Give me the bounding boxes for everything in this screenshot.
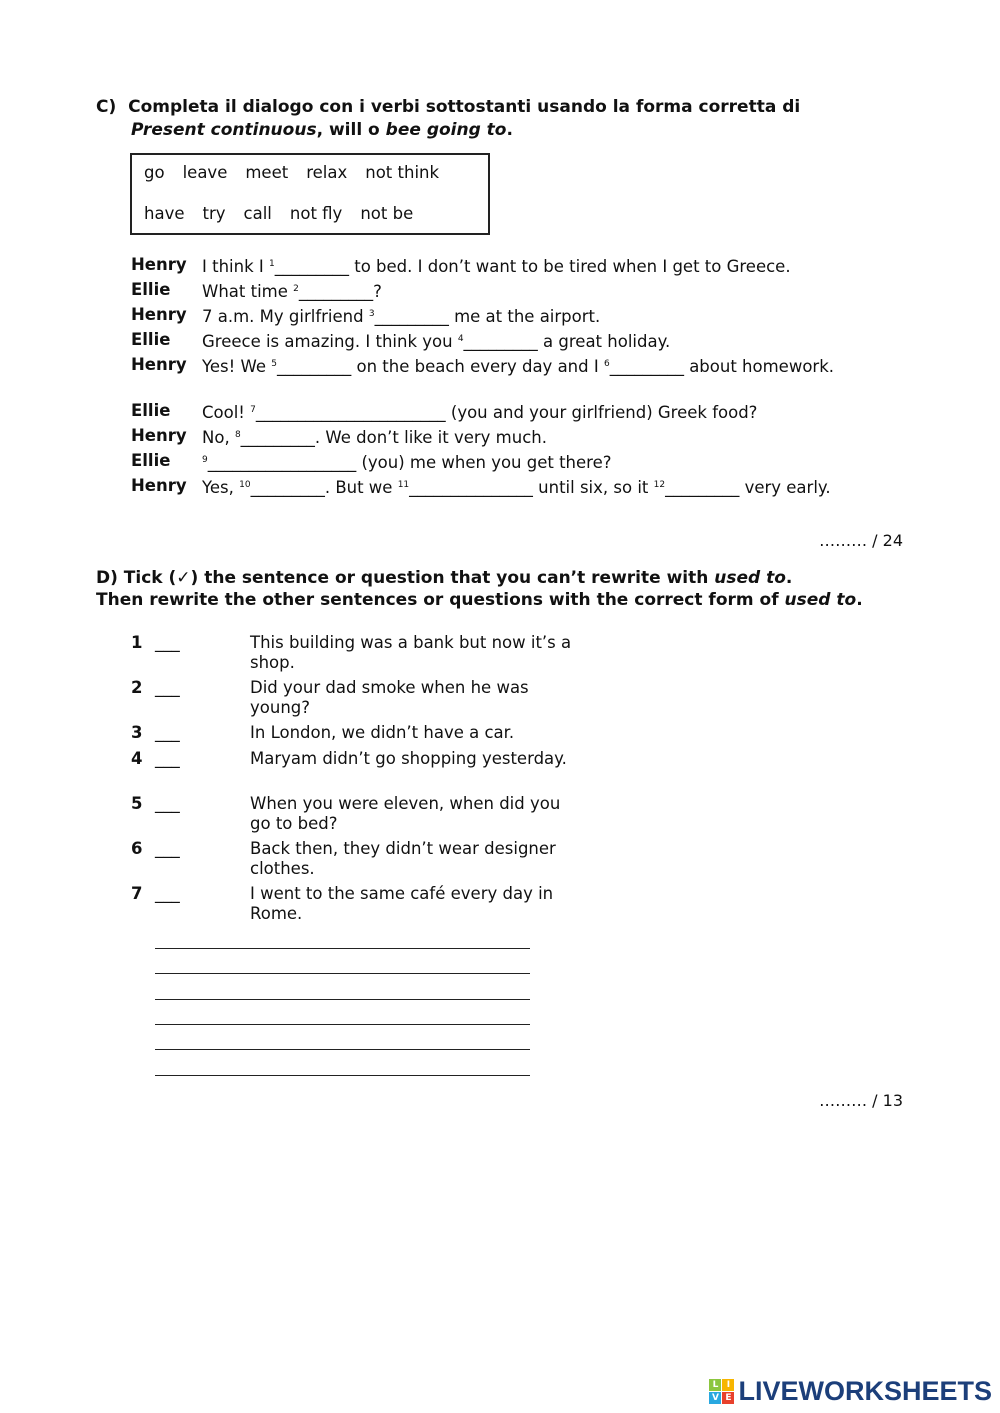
tick-blank[interactable]: ___ [155,678,180,697]
item-number: 6 [131,839,143,858]
instruction-text: . [506,120,513,140]
item-number: 1 [131,633,143,652]
gap-number: 11 [397,480,410,490]
dialogue-text [202,279,912,302]
gap-number: 4 [457,334,464,344]
answer-line[interactable] [155,973,530,974]
instruction-text: D) Tick (✓) the sentence or question that you can’t rewrite with [96,568,715,588]
logo-tile: I [722,1379,734,1391]
item-sentence: In London, we didn’t have a car. [250,723,515,742]
section-c-instructions [96,96,800,142]
item-sentence: I went to the same café every day in Rome. [250,884,554,923]
dialogue-text [202,450,912,473]
dialogue-text [202,354,912,377]
dialogue-fragment: I think I [202,257,269,276]
instruction-text: , will o [316,120,386,140]
tick-blank[interactable]: ___ [155,839,180,858]
word-option: not be [360,204,414,223]
dialogue-fragment: _________ about homework. [609,357,834,376]
logo-tile: E [722,1392,734,1404]
speaker-name: Henry [131,426,187,445]
dialogue-text [202,425,912,448]
word-option: call [243,204,272,223]
logo-text: LIVEWORKSHEETS [738,1376,992,1406]
item-number: 2 [131,678,143,697]
item-sentence: Did your dad smoke when he was young? [250,678,529,717]
speaker-name: Ellie [131,330,171,349]
dialogue-fragment: _______________ until six, so it [409,478,654,497]
speaker-name: Henry [131,355,187,374]
item-number: 4 [131,749,143,768]
speaker-name: Ellie [131,401,171,420]
instruction-italic: bee going to [385,120,507,140]
gap-number: 12 [653,480,666,490]
word-option: go [144,163,165,182]
dialogue-fragment: _________ very early. [665,478,831,497]
gap-number: 9 [202,455,208,465]
item-number: 7 [131,884,143,903]
instruction-text: Then rewrite the other sentences or questions with the correct form of [96,590,785,610]
item-sentence: When you were eleven, when did you go to bed? [250,794,561,833]
tick-blank[interactable]: ___ [155,723,180,742]
instruction-italic: used to [784,590,857,610]
dialogue-fragment: _________ a great holiday. [463,332,671,351]
dialogue-text [202,400,912,423]
word-option: try [202,204,226,223]
answer-line[interactable] [155,1075,530,1076]
dialogue-fragment: What time [202,282,294,301]
dialogue-fragment: No, [202,428,235,447]
word-box [130,153,490,235]
item-number: 3 [131,723,143,742]
word-row [144,204,431,223]
dialogue-fragment: Greece is amazing. I think you [202,332,458,351]
dialogue-fragment: _________. We don’t like it very much. [240,428,547,447]
dialogue-fragment: Yes! We [202,357,272,376]
tick-blank[interactable]: ___ [155,884,180,903]
logo-tiles-icon [709,1379,734,1404]
instruction-text: . [785,568,793,588]
instruction-text: . [856,590,863,610]
score-c: ……… / 24 [819,531,903,550]
tick-blank[interactable]: ___ [155,633,180,652]
dialogue-fragment: _________ on the beach every day and I [276,357,604,376]
word-row [144,163,457,182]
speaker-name: Ellie [131,451,171,470]
dialogue-fragment: _________ me at the airport. [374,307,601,326]
answer-line[interactable] [155,1049,530,1050]
speaker-name: Henry [131,255,187,274]
dialogue-text [202,254,912,277]
gap-number: 6 [603,359,610,369]
dialogue-text [202,475,912,498]
answer-line[interactable] [155,999,530,1000]
item-sentence: Back then, they didn’t wear designer clothes. [250,839,556,878]
word-option: have [144,204,185,223]
dialogue-fragment: _______________________ (you and your girlfriend) Greek food? [255,403,758,422]
section-d-instructions [96,567,896,611]
gap-number: 7 [250,405,256,415]
instruction-line: Completa il dialogo con i verbi sottostanti usando la forma corretta di [128,97,801,117]
instruction-italic: used to [714,568,786,588]
score-d: ……… / 13 [819,1091,903,1110]
answer-line[interactable] [155,948,530,949]
tick-blank[interactable]: ___ [155,794,180,813]
dialogue-fragment: _________? [298,282,382,301]
gap-number: 10 [239,480,251,490]
item-sentence: Maryam didn’t go shopping yesterday. [250,749,567,768]
speaker-name: Henry [131,305,187,324]
gap-number: 2 [293,284,299,294]
word-option: not think [365,163,440,182]
gap-number: 3 [368,309,375,319]
liveworksheets-logo [709,1376,992,1407]
dialogue-fragment: __________________ (you) me when you get there? [207,453,612,472]
word-option: meet [245,163,289,182]
tick-blank[interactable]: ___ [155,749,180,768]
gap-number: 1 [269,259,275,269]
dialogue-fragment: Yes, [202,478,240,497]
item-sentence: This building was a bank but now it’s a shop. [250,633,572,672]
gap-number: 8 [234,430,241,440]
instruction-italic: Present continuous [131,120,317,140]
word-option: leave [182,163,228,182]
word-option: relax [306,163,348,182]
dialogue-fragment: _________. But we [250,478,398,497]
answer-line[interactable] [155,1024,530,1025]
dialogue-text [202,329,912,352]
item-number: 5 [131,794,143,813]
dialogue-fragment: 7 a.m. My girlfriend [202,307,369,326]
speaker-name: Ellie [131,280,171,299]
word-option: not fly [289,204,343,223]
speaker-name: Henry [131,476,187,495]
dialogue-fragment: Cool! [202,403,251,422]
gap-number: 5 [271,359,277,369]
dialogue-text [202,304,912,327]
section-label: C) [96,97,117,117]
logo-tile: L [709,1379,721,1391]
logo-tile: V [709,1392,721,1404]
dialogue-fragment: _________ to bed. I don’t want to be tired when I get to Greece. [274,257,791,276]
